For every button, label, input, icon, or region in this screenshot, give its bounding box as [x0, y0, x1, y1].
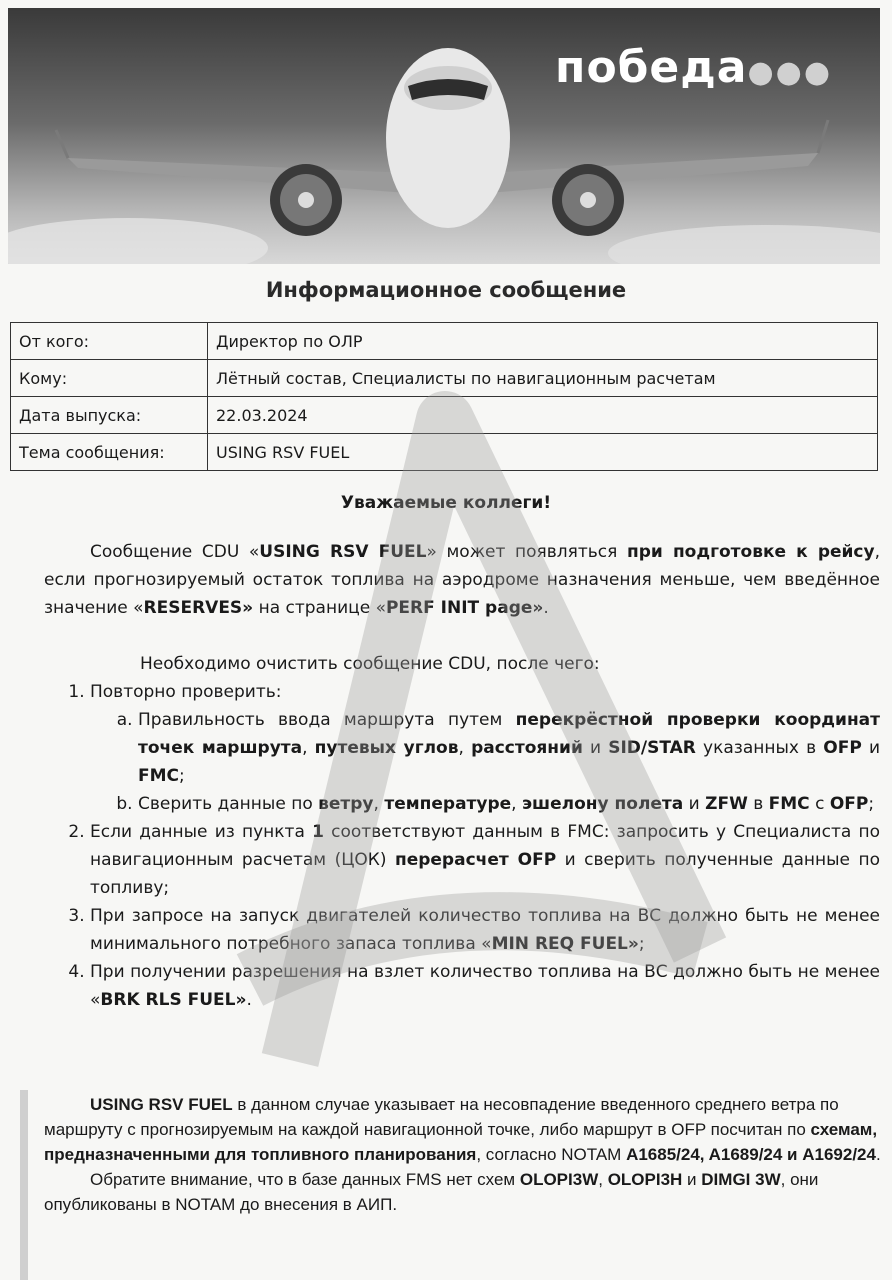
- text-bold: OLOPI3W: [519, 1170, 599, 1189]
- text: ;: [868, 794, 875, 814]
- text-bold: FMC: [768, 794, 810, 814]
- text: и сверить полученные данные по топливу;: [90, 850, 880, 898]
- steps-list: [44, 678, 880, 1014]
- text-bold: 1: [312, 822, 324, 842]
- text: соответствуют данным в FMC: запросить у Специалиста по навигационным расчетам (ЦОК): [90, 822, 880, 870]
- text-bold: эшелону полета: [521, 794, 684, 814]
- text-bold: схемам, предназначенными для топливного планирования: [44, 1120, 878, 1164]
- text: , согласно NOTAM: [476, 1145, 627, 1164]
- text: При запросе на запуск двигателей количество топлива на ВС должно быть не менее минимального потребного запаса топлива «: [90, 906, 880, 954]
- meta-label: Дата выпуска:: [11, 397, 208, 434]
- text: на странице «: [253, 598, 386, 618]
- text: .: [246, 990, 252, 1010]
- text: ,: [373, 794, 385, 814]
- text: .: [875, 1145, 881, 1164]
- text-bold: ветру: [318, 794, 374, 814]
- text-bold: RESERVES»: [143, 598, 254, 618]
- sub-steps-list: [90, 706, 880, 818]
- text: Обратите внимание, что в базе данных FMS нет схем: [90, 1170, 520, 1189]
- meta-table: [10, 322, 878, 471]
- text: и: [861, 738, 881, 758]
- text: ,: [302, 738, 315, 758]
- text: Если данные из пункта: [90, 822, 313, 842]
- text-bold: перекрёстной проверки координат точек маршрута: [138, 710, 881, 758]
- note-paragraph: [44, 1092, 886, 1167]
- text-bold: USING RSV FUEL: [259, 542, 427, 562]
- paragraph-intro: [44, 538, 880, 622]
- text-bold: расстояний: [471, 738, 583, 758]
- brand-logo-dots: ●●●: [747, 55, 832, 90]
- text: в данном случае указывает на несовпадение введенного среднего ветра по маршруту с прогнозируемым на каждой навигационной точке, либо маршрут в OFP посчитан по: [44, 1095, 839, 1139]
- list-item: [138, 706, 880, 790]
- text-bold: OFP: [829, 794, 869, 814]
- header-banner: [8, 8, 880, 264]
- meta-value: Лётный состав, Специалисты по навигационным расчетам: [208, 360, 878, 397]
- meta-value: 22.03.2024: [208, 397, 878, 434]
- text-bold: BRK RLS FUEL»: [100, 990, 247, 1010]
- list-item: [90, 678, 880, 818]
- list-item: [138, 790, 880, 818]
- list-item: [90, 902, 880, 958]
- meta-row-from: [11, 323, 878, 360]
- text-bold: ZFW: [705, 794, 748, 814]
- text: Правильность ввода маршрута путем: [138, 710, 516, 730]
- text: и: [582, 738, 609, 758]
- text-bold: USING RSV FUEL: [90, 1095, 233, 1114]
- steps-intro: Необходимо очистить сообщение CDU, после чего:: [140, 654, 600, 674]
- meta-label: Тема сообщения:: [11, 434, 208, 471]
- brand-logo: [555, 42, 832, 93]
- greeting: Уважаемые коллеги!: [340, 493, 552, 513]
- text-bold: при подготовке к рейсу: [626, 542, 875, 562]
- meta-value: USING RSV FUEL: [208, 434, 878, 471]
- text-bold: температуре: [384, 794, 512, 814]
- text: указанных в: [695, 738, 824, 758]
- text: ;: [638, 934, 645, 954]
- text: Сверить данные по: [138, 794, 319, 814]
- text: ,: [458, 738, 472, 758]
- text-bold: FMC: [138, 766, 180, 786]
- note-paragraph: [44, 1167, 886, 1217]
- text: и: [683, 794, 706, 814]
- list-item: [90, 958, 880, 1014]
- meta-value: Директор по ОЛР: [208, 323, 878, 360]
- text-bold: PERF INIT page»: [385, 598, 544, 618]
- text: с: [809, 794, 830, 814]
- text-bold: A1685/24, A1689/24 и A1692/24: [626, 1145, 876, 1164]
- text: , они опубликованы в NOTAM до внесения в АИП.: [44, 1170, 819, 1214]
- text: Повторно проверить:: [90, 682, 282, 702]
- text-bold: DIMGI 3W: [701, 1170, 781, 1189]
- document-title: Информационное сообщение: [265, 278, 627, 302]
- meta-row-date: [11, 397, 878, 434]
- list-item: [90, 818, 880, 902]
- text-bold: SID/STAR: [608, 738, 696, 758]
- text: При получении разрешения на взлет количество топлива на ВС должно быть не менее «: [90, 962, 880, 1010]
- note-side-bar: [20, 1090, 28, 1280]
- meta-row-subject: [11, 434, 878, 471]
- text: , если прогнозируемый остаток топлива на аэродроме назначения меньше, чем введённое значение «: [44, 542, 880, 618]
- text: ,: [598, 1170, 608, 1189]
- text: .: [543, 598, 549, 618]
- text: Сообщение CDU «: [90, 542, 260, 562]
- brand-logo-text: победа: [555, 42, 748, 93]
- text-bold: перерасчет OFP: [394, 850, 557, 870]
- text-bold: OLOPI3H: [607, 1170, 683, 1189]
- text: в: [747, 794, 769, 814]
- text-bold: путевых углов: [314, 738, 459, 758]
- text: ,: [511, 794, 522, 814]
- text-bold: MIN REQ FUEL»: [491, 934, 639, 954]
- text: и: [682, 1170, 702, 1189]
- meta-row-to: [11, 360, 878, 397]
- text-bold: OFP: [823, 738, 862, 758]
- message-body: [44, 538, 880, 1014]
- note-block: [44, 1092, 886, 1217]
- text: » может появляться: [426, 542, 627, 562]
- text: ;: [179, 766, 185, 786]
- meta-label: От кого:: [11, 323, 208, 360]
- meta-label: Кому:: [11, 360, 208, 397]
